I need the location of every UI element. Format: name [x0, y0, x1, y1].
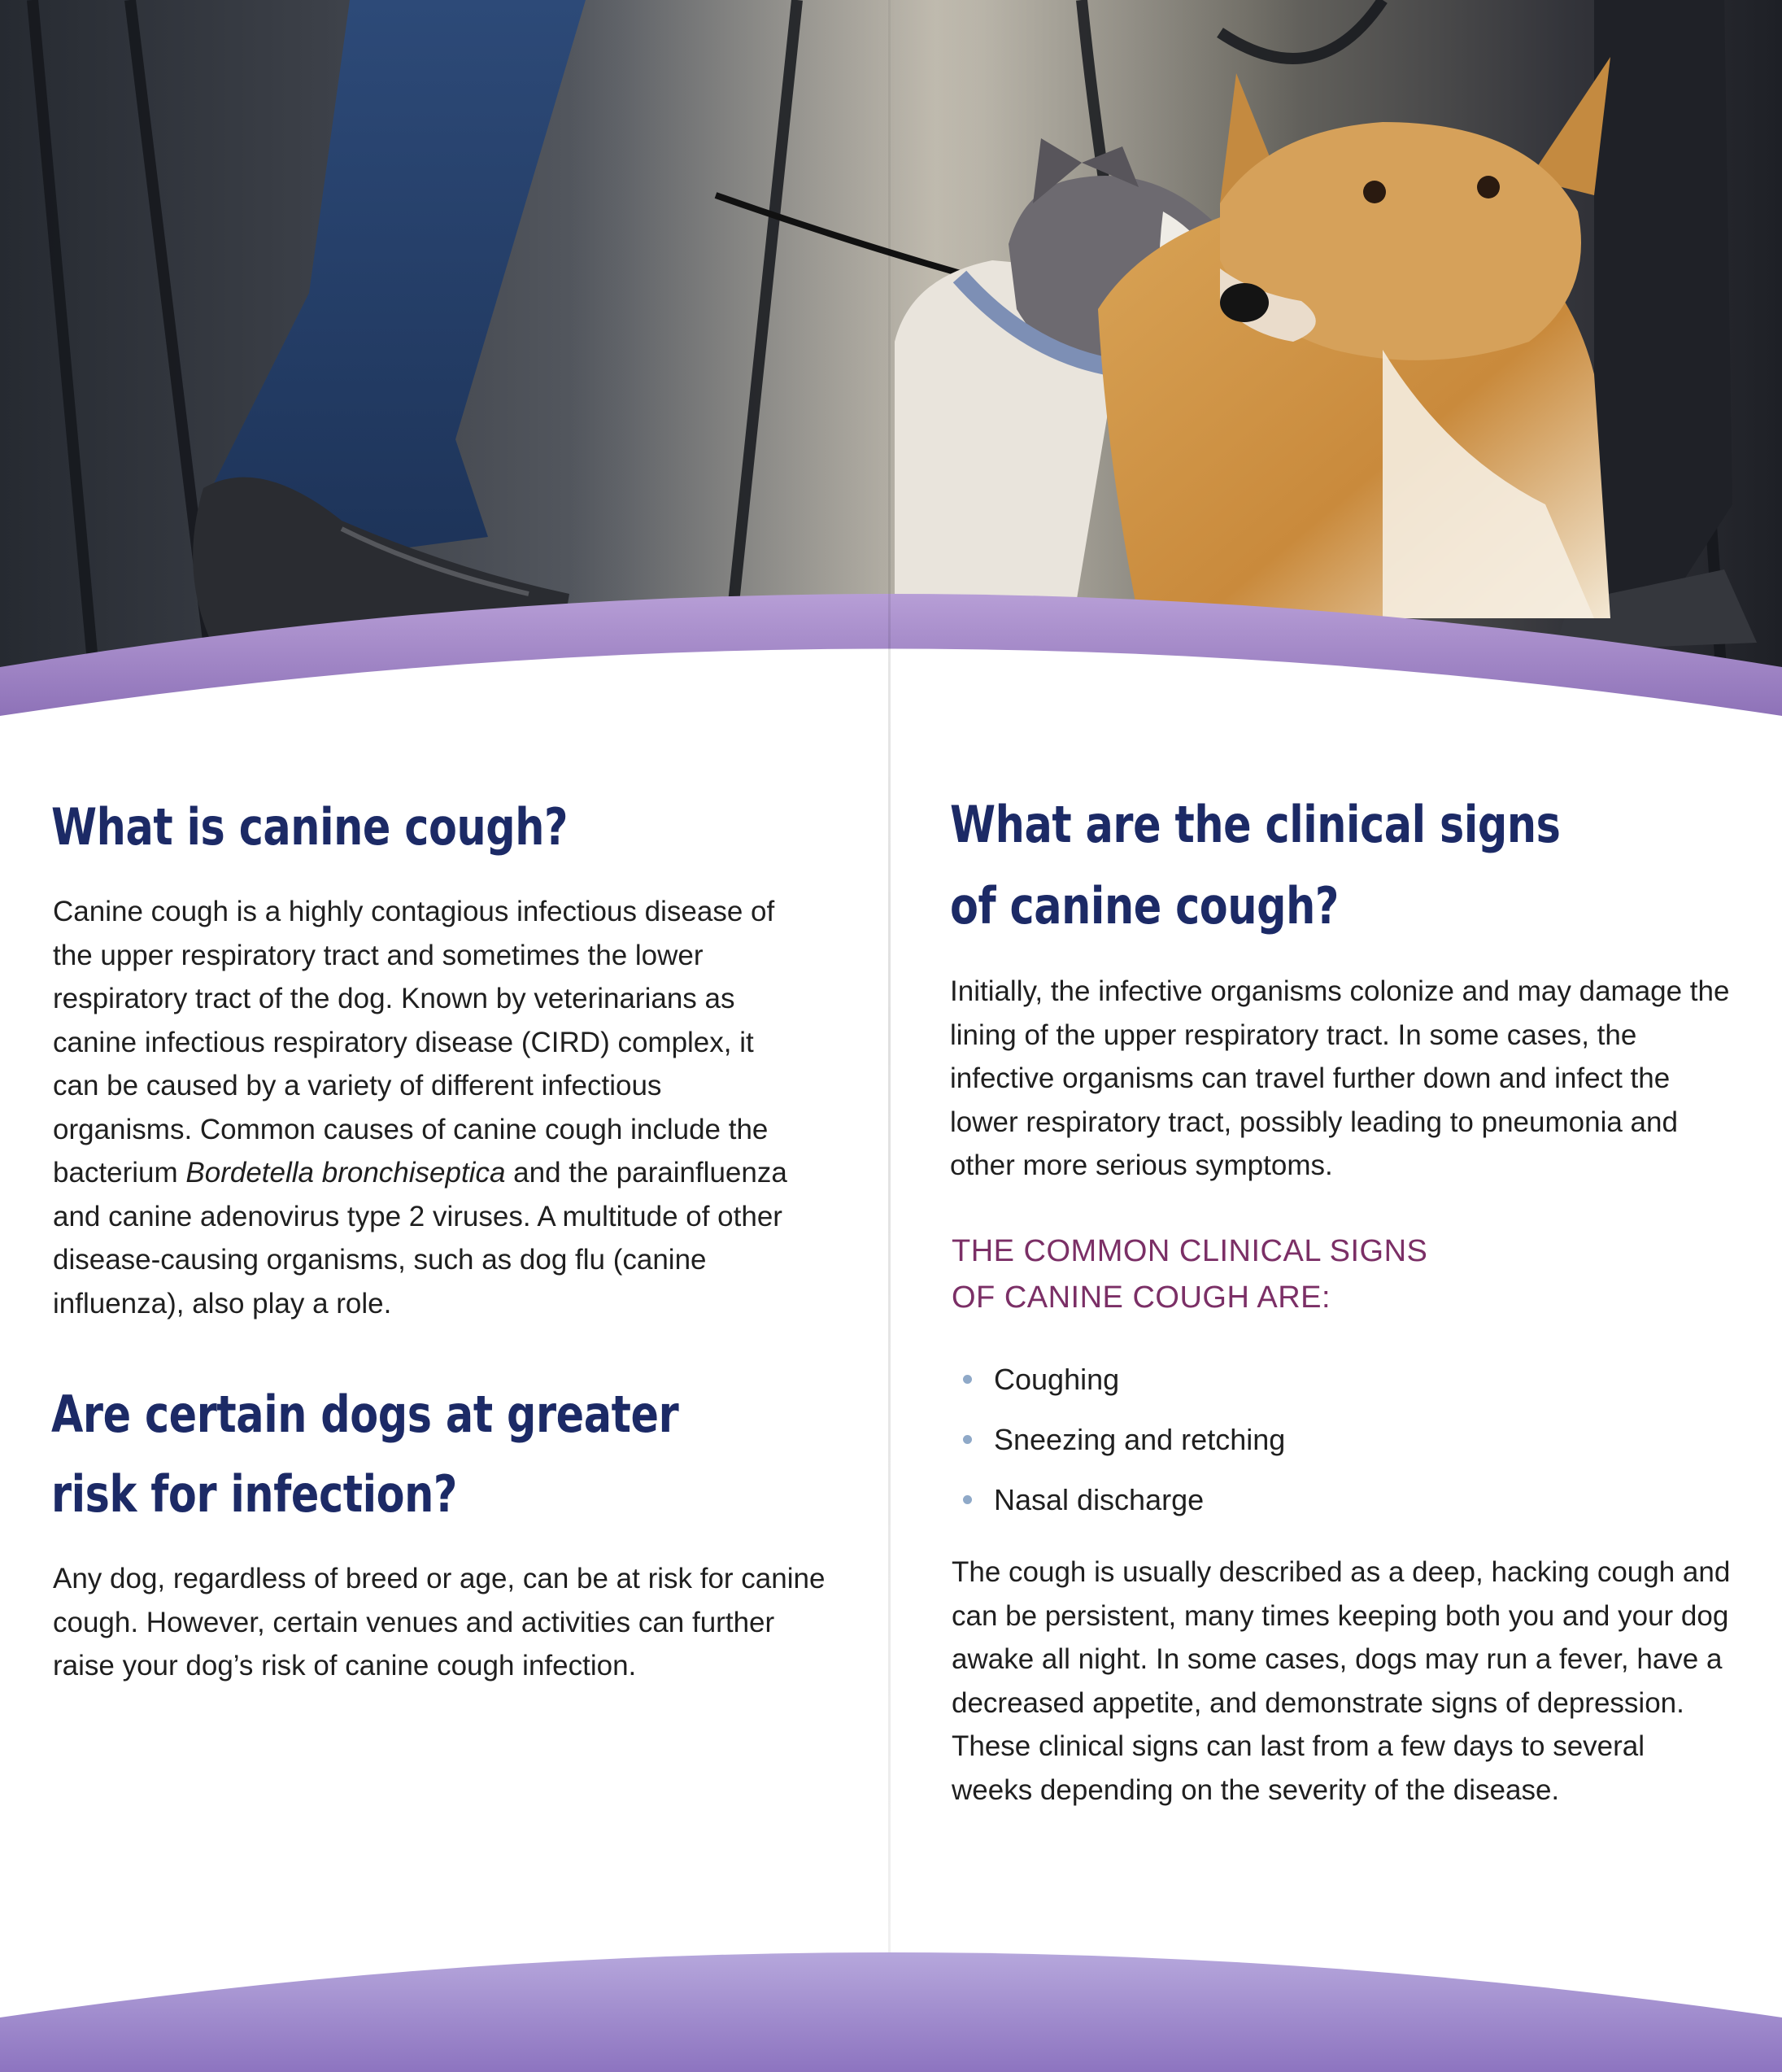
list-item: Sneezing and retching — [960, 1412, 1285, 1472]
paragraph-clinical-signs-intro: Initially, the infective organisms colonize and may damage the lining of the upper respiratory tract. In some cases, the infective organisms can travel further down and infect the lower respiratory tract, possibly leading to pneumonia and other more serious symptoms. — [950, 975, 1730, 1181]
paragraph-greater-risk: Any dog, regardless of breed or age, can be at risk for canine cough. However, certain venues and activities can further raise your dog’s risk of canine cough infection. — [53, 1563, 826, 1682]
list-item: Coughing — [960, 1352, 1285, 1412]
paragraph-cough-description: The cough is usually described as a deep, hacking cough and can be persistent, many times keeping both you and your dog awake all night. In some cases, dogs may run a fever, have a decreased appetite, and demonstrate signs of depression. These clinical signs can last from a few days to several weeks depending on the severity of the disease. — [952, 1556, 1731, 1806]
heading-what-is-canine-cough: What is canine cough? — [51, 797, 569, 857]
page-fold — [888, 0, 891, 2072]
bottom-arc-band — [0, 1895, 1782, 2072]
top-arc-band — [0, 0, 1782, 716]
list-item: Nasal discharge — [960, 1472, 1285, 1533]
heading-clinical-signs-line-2: of canine cough? — [950, 876, 1339, 936]
subheading-common-signs-line-1: THE COMMON CLINICAL SIGNS — [952, 1234, 1428, 1268]
heading-clinical-signs-line-1: What are the clinical signs — [950, 795, 1561, 854]
dogs-photo — [0, 0, 1782, 716]
clinical-signs-list — [960, 1352, 1285, 1533]
bullet-icon — [963, 1435, 972, 1444]
heading-greater-risk-line-1: Are certain dogs at greater — [51, 1385, 679, 1444]
bullet-icon — [963, 1495, 972, 1504]
subheading-common-signs-line-2: OF CANINE COUGH ARE: — [952, 1280, 1331, 1315]
bacterium-name: Bordetella bronchiseptica — [185, 1157, 506, 1189]
paragraph-what-is-canine-cough: Canine cough is a highly contagious infectious disease of the upper respiratory tract and sometimes the lower respiratory tract of the dog. Known by veterinarians as canine infectious respiratory disease (CIRD) complex, it can be caused by a variety of different infectious organisms. Common causes of canine cough include the bacterium Bordetella bronchiseptica and the parainfluenza and canine adenovirus type 2 viruses. A multitude of other disease-causing organisms, such as dog flu (canine influenza), also play a role. — [53, 896, 787, 1320]
bullet-icon — [963, 1375, 972, 1384]
heading-greater-risk-line-2: risk for infection? — [51, 1464, 458, 1524]
